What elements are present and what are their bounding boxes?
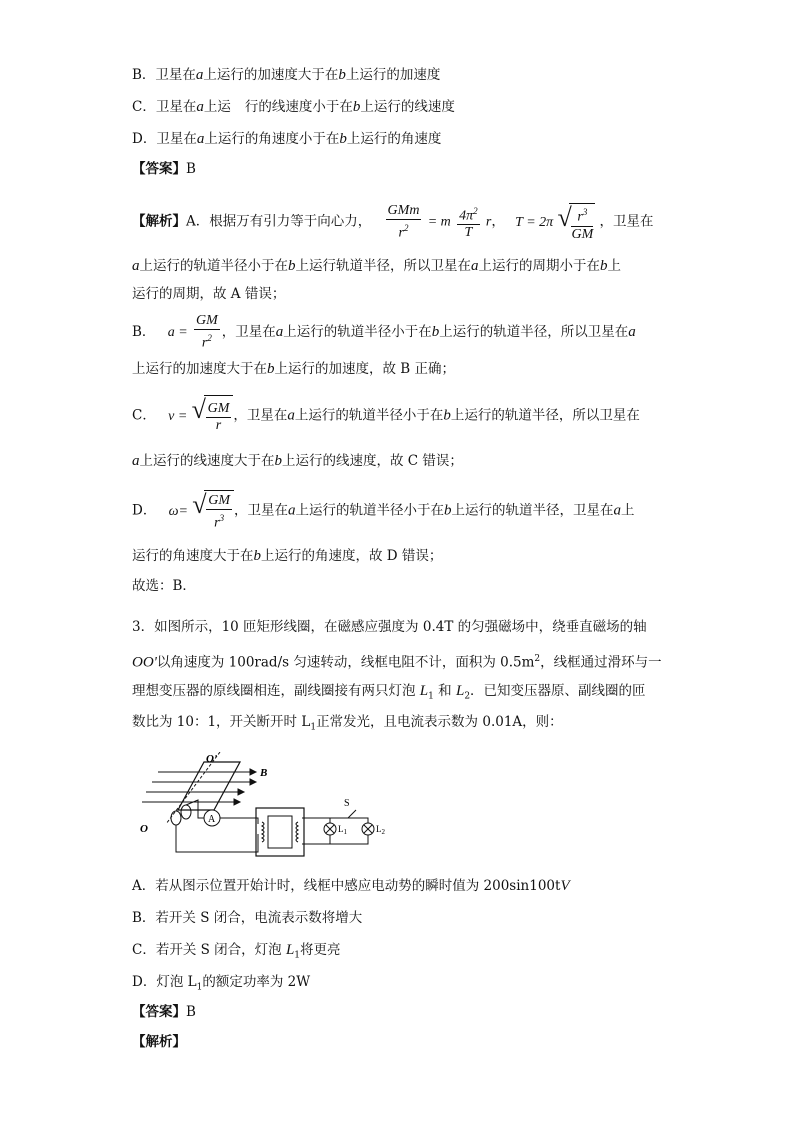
label-L2: $L_2$ <box>376 824 385 836</box>
lamp-L2-icon <box>362 823 374 835</box>
label-B: B <box>260 767 268 779</box>
primary-coil <box>262 822 264 842</box>
formula-eq-m: = m <box>427 214 451 230</box>
slip-ring <box>171 811 181 825</box>
q2-analysis-c: C． v = √ $\frac{GM}{r}$ ，卫星在a上运行的轨道半径小于在b上运行的轨道半径，所以卫星在 <box>132 392 640 436</box>
text: ，卫星在 <box>599 213 654 230</box>
formula-GM-over-r2: $\frac{GM}{r^2}$ <box>195 313 218 351</box>
q3-answer: 【答案】B <box>132 1004 196 1020</box>
text: A．根据万有引力等于向心力， <box>186 213 372 230</box>
q3-stem-line4: 数比为 10：1，开关断开时 $L_1$正常发光，且电流表示数为 0.01A，则： <box>132 714 563 733</box>
var-a: a <box>196 131 205 147</box>
ammeter-label: A <box>208 814 216 825</box>
var-b: b <box>338 67 346 83</box>
q2-analysis-a-line2: a上运行的轨道半径小于在b上运行轨道半径，所以卫星在a上运行的周期小于在b上 <box>132 258 621 274</box>
transformer-window <box>268 816 292 848</box>
q2-analysis-b-line2: 上运行的加速度大于在b上运行的加速度，故 B 正确； <box>132 361 456 377</box>
text: 上运行的角速度小于在 <box>204 131 340 147</box>
q3-stem-line3: 理想变压器的原线圈相连，副线圈接有两只灯泡 $L_1$ 和 $L_2$．已知变压器原、副线圈的匝 <box>132 683 646 702</box>
var-b: b <box>339 131 347 147</box>
answer-value: B <box>186 161 196 177</box>
text: 上运行的加速度大于在 <box>203 67 339 83</box>
var-b: b <box>352 99 361 115</box>
q2-choose: 故选：B． <box>132 578 196 594</box>
secondary-coil <box>296 822 298 842</box>
text: 行的线速度小于在 <box>244 99 353 115</box>
q3-option-b: B．若开关 S 闭合，电流表示数将增大 <box>132 910 363 926</box>
text: 上运行的线速度 <box>360 99 455 115</box>
var-a: a <box>195 67 204 83</box>
transformer-core <box>256 808 304 856</box>
q2-analysis-a <box>132 200 654 243</box>
analysis-label: 【解析】 <box>132 213 186 230</box>
q2-analysis-a-line3: 运行的周期，故 A 错误； <box>132 286 286 302</box>
q2-analysis-d-line2: 运行的角速度大于在b上运行的角速度，故 D 错误； <box>132 548 443 564</box>
slip-ring <box>181 805 191 819</box>
text: 上运行的加速度 <box>345 67 441 83</box>
q2-analysis-b: B． a = $\frac{GM}{r^2}$ ，卫星在a上运行的轨道半径小于在b上运行的轨道半径，所以卫星在a <box>132 313 636 351</box>
text: ， <box>491 213 505 230</box>
q2-option-b <box>132 66 440 84</box>
q2-analysis-c-line2: a上运行的线速度大于在b上运行的线速度，故 C 错误； <box>132 453 463 469</box>
q2-option-c <box>132 98 455 116</box>
q2-analysis-d: D． ω= √ $\frac{GM}{r^3}$ ，卫星在a上运行的轨道半径小于在b上运行的轨道半径，卫星在a上 <box>132 487 635 531</box>
q3-option-d: D．灯泡 $L_1$的额定功率为 2W <box>132 974 311 993</box>
label-O-prime: O' <box>206 753 217 765</box>
text: B．卫星在 <box>132 67 196 83</box>
q2-answer <box>132 160 196 178</box>
rectangular-coil <box>178 762 240 810</box>
magnetic-field-lines <box>142 769 256 805</box>
formula-gmm-over-r2: $\frac{\text{GMm}}{r^2}$ <box>387 202 420 241</box>
text: 上运行的角速度 <box>346 131 442 147</box>
q3-option-a: A．若从图示位置开始计时，线框中感应电动势的瞬时值为 200sin100tV <box>132 878 570 894</box>
formula-sqrt-GM-r3: √ $\frac{GM}{r^3}$ <box>192 487 234 535</box>
label-O: O <box>140 823 148 835</box>
circuit-diagram <box>138 752 398 862</box>
q3-stem-line2: OO'以角速度为 100rad/s 匀速转动，线框电阻不计，面积为 $0.5m^2$，线框通过滑环与一 <box>132 654 662 671</box>
formula-sqrt-GM-r: √ $\frac{GM}{r}$ <box>192 392 234 440</box>
formula-r: r <box>485 214 492 230</box>
text: D．卫星在 <box>132 131 197 147</box>
q3-option-c: C．若开关 S 闭合，灯泡 $L_1$将更亮 <box>132 942 341 961</box>
text: C．卫星在 <box>132 99 197 115</box>
q2-option-d <box>132 130 441 148</box>
q3-analysis-label: 【解析】 <box>132 1034 186 1050</box>
formula-4pi2-over-T: $\frac{4\pi^2}{T}$ <box>457 203 480 242</box>
q3-stem-line1: 3．如图所示，10 匝矩形线圈，在磁感应强度为 0.4T 的匀强磁场中，绕垂直磁场的轴 <box>132 619 647 635</box>
lamp-L1-icon <box>324 823 336 835</box>
label-L1: $L_1$ <box>338 824 347 836</box>
var-a: a <box>196 99 204 115</box>
label-S: S <box>344 798 350 809</box>
text: 上运 <box>203 99 231 115</box>
formula-T-eq: T = 2π <box>515 214 554 230</box>
formula-sqrt-r3-GM: √ $\frac{r^3}{GM}$ <box>557 203 594 243</box>
answer-label: 【答案】 <box>132 161 186 177</box>
